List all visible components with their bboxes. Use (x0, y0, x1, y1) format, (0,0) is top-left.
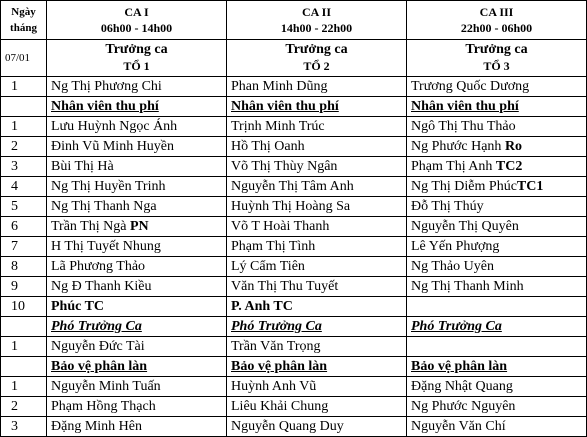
staff-tag: PN (129, 219, 149, 234)
row-number: 3 (1, 417, 47, 437)
staff-name: Võ T Hoài Thanh (227, 217, 407, 237)
section-header-row (1, 97, 587, 117)
table-row (1, 277, 587, 297)
leader-row (1, 77, 587, 97)
empty-cell (1, 317, 47, 337)
staff-name: Nguyễn Thị Tâm Anh (227, 177, 407, 197)
row-number: 6 (1, 217, 47, 237)
staff-name: Ng Thị Thanh Minh (407, 277, 587, 297)
table-row (1, 217, 587, 237)
row-number: 4 (1, 177, 47, 197)
guard-name: Ng Phước Nguyên (407, 397, 587, 417)
row-number: 2 (1, 397, 47, 417)
staff-name: Ng Thị Diễm Phúc (411, 179, 517, 194)
table-row (1, 337, 587, 357)
staff-tag: TC2 (495, 159, 523, 174)
leader-name: Trương Quốc Dương (407, 77, 587, 97)
row-number: 1 (1, 377, 47, 397)
shift-1-name: CA I (124, 5, 149, 19)
table-row (1, 397, 587, 417)
section-title: Bảo vệ phân làn (227, 357, 407, 377)
staff-name: Ng Thị Thanh Nga (47, 197, 227, 217)
guard-name: Nguyễn Minh Tuấn (47, 377, 227, 397)
table-row (1, 257, 587, 277)
row-number: 8 (1, 257, 47, 277)
table-row (1, 297, 587, 317)
leader-name: Ng Thị Phương Chi (47, 77, 227, 97)
guard-name: Đặng Nhật Quang (407, 377, 587, 397)
staff-name: Trịnh Minh Trúc (227, 117, 407, 137)
staff-name (407, 297, 587, 317)
staff-name: H Thị Tuyết Nhung (47, 237, 227, 257)
staff-name: Trần Thị Ngà (51, 219, 127, 234)
staff-name: Phạm Thị Anh (411, 159, 493, 174)
section-title: Nhân viên thu phí (47, 97, 227, 117)
row-number: 5 (1, 197, 47, 217)
staff-name-cell (407, 177, 587, 197)
staff-name: Huỳnh Thị Hoàng Sa (227, 197, 407, 217)
staff-name: Hồ Thị Oanh (227, 137, 407, 157)
deputy-name: Nguyễn Đức Tài (47, 337, 227, 357)
staff-name: Đỗ Thị Thúy (407, 197, 587, 217)
row-number: 1 (1, 77, 47, 97)
team-2-label: TỔ 2 (303, 59, 330, 73)
team-3-label: TỔ 3 (483, 59, 510, 73)
section-title: Bảo vệ phân làn (47, 357, 227, 377)
shift-3-name: CA III (479, 5, 514, 19)
table-row (1, 157, 587, 177)
leader-name: Phan Minh Dũng (227, 77, 407, 97)
row-number: 3 (1, 157, 47, 177)
row-number: 9 (1, 277, 47, 297)
staff-name: Ng Đ Thanh Kiều (47, 277, 227, 297)
table-row (1, 117, 587, 137)
row-number: 1 (1, 337, 47, 357)
date-cell: 07/01 (1, 40, 47, 77)
staff-name: Lưu Huỳnh Ngọc Ánh (47, 117, 227, 137)
shift-2-hours: 14h00 - 22h00 (280, 21, 353, 35)
table-row (1, 177, 587, 197)
shift-leader-title: Trưởng ca (285, 42, 348, 57)
month-label: tháng (10, 22, 37, 34)
guard-name: Nguyễn Văn Chí (407, 417, 587, 437)
section-title: Phó Trưởng Ca (407, 317, 587, 337)
day-label: Ngày (11, 6, 36, 18)
staff-name: Ngô Thị Thu Thảo (407, 117, 587, 137)
shift-2-name: CA II (301, 5, 331, 19)
team-3-header (407, 40, 587, 77)
section-header-row (1, 357, 587, 377)
shift-3-header (407, 1, 587, 40)
staff-name: Phạm Thị Tình (227, 237, 407, 257)
staff-name: Lã Phương Thảo (47, 257, 227, 277)
shift-1-header (47, 1, 227, 40)
staff-name: Đinh Vũ Minh Huyền (47, 137, 227, 157)
shift-leader-title: Trưởng ca (105, 42, 168, 57)
team-1-label: TỔ 1 (123, 59, 150, 73)
staff-name: Lý Cẩm Tiên (227, 257, 407, 277)
team-1-header (47, 40, 227, 77)
deputy-name: Trần Văn Trọng (227, 337, 407, 357)
table-row (1, 377, 587, 397)
deputy-name (407, 337, 587, 357)
staff-name: Lê Yến Phượng (407, 237, 587, 257)
staff-name: Văn Thị Thu Tuyết (227, 277, 407, 297)
table-row (1, 237, 587, 257)
row-number: 7 (1, 237, 47, 257)
empty-cell (1, 97, 47, 117)
staff-name: Bùi Thị Hà (47, 157, 227, 177)
day-month-header (1, 1, 47, 40)
guard-name: Đặng Minh Hên (47, 417, 227, 437)
shift-leader-title: Trưởng ca (465, 42, 528, 57)
staff-name-cell (407, 137, 587, 157)
section-title: Nhân viên thu phí (227, 97, 407, 117)
staff-name: Võ Thị Thùy Ngân (227, 157, 407, 177)
section-title: Bảo vệ phân làn (407, 357, 587, 377)
staff-name-cell (47, 217, 227, 237)
shift-1-hours: 06h00 - 14h00 (100, 21, 173, 35)
section-title: Phó Trưởng Ca (47, 317, 227, 337)
team-header-row (1, 40, 587, 77)
guard-name: Huỳnh Anh Vũ (227, 377, 407, 397)
section-title: Nhân viên thu phí (407, 97, 587, 117)
shift-2-header (227, 1, 407, 40)
guard-name: Phạm Hồng Thạch (47, 397, 227, 417)
team-2-header (227, 40, 407, 77)
staff-name-cell (407, 157, 587, 177)
staff-name: Nguyễn Thị Quyên (407, 217, 587, 237)
staff-tag: Ro (504, 139, 523, 154)
staff-name: P. Anh TC (227, 297, 407, 317)
section-title: Phó Trưởng Ca (227, 317, 407, 337)
row-number: 10 (1, 297, 47, 317)
table-row (1, 197, 587, 217)
row-number: 2 (1, 137, 47, 157)
guard-name: Liêu Khải Chung (227, 397, 407, 417)
table-row (1, 137, 587, 157)
row-number: 1 (1, 117, 47, 137)
staff-name: Ng Thị Huyền Trinh (47, 177, 227, 197)
staff-tag: TC1 (516, 179, 544, 194)
header-row (1, 1, 587, 40)
empty-cell (1, 357, 47, 377)
staff-name: Ng Phước Hạnh (411, 139, 502, 154)
section-header-row (1, 317, 587, 337)
guard-name: Nguyễn Quang Duy (227, 417, 407, 437)
staff-name: Ng Thảo Uyên (407, 257, 587, 277)
shift-3-hours: 22h00 - 06h00 (460, 21, 533, 35)
staff-name: Phúc TC (47, 297, 227, 317)
